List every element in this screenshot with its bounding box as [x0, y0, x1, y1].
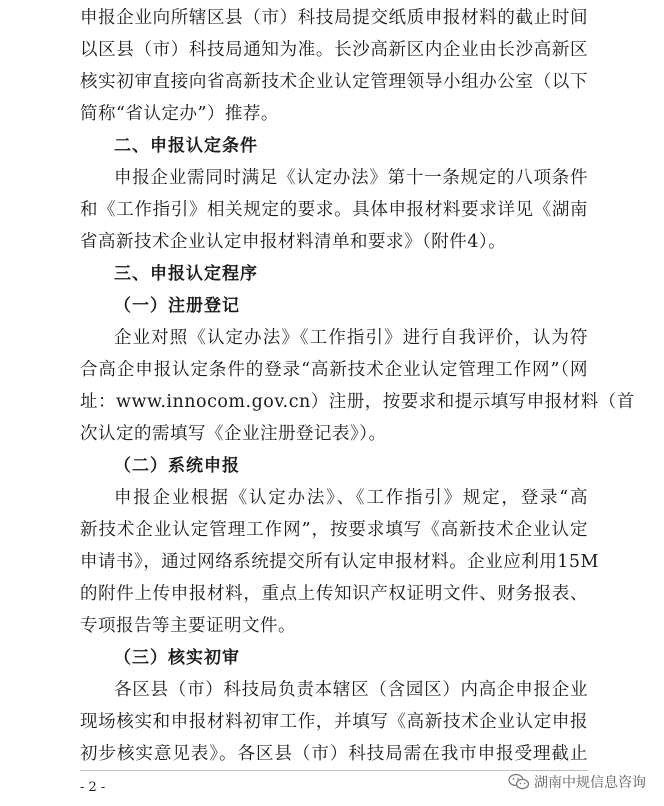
body-line: 省高新技术企业认定申报材料清单和要求》（附件4）。 [80, 232, 507, 252]
body-line: 申报企业需同时满足《认定办法》第十一条规定的八项条件 [114, 168, 588, 188]
body-line: 初步核实意见表》。各区县（市）科技局需在我市申报受理截止 [80, 744, 588, 764]
page-number: - 2 - [80, 780, 106, 795]
body-line: 申请书》，通过网络系统提交所有认定申报材料。企业应利用15M [80, 552, 599, 572]
section-heading: 二、申报认定条件 [114, 136, 258, 156]
subsection-heading: （二）系统申报 [114, 456, 240, 476]
wechat-icon [508, 773, 530, 791]
body-line: 申报企业根据《认定办法》、《工作指引》规定，登录“高 [114, 488, 588, 508]
subsection-heading: （一）注册登记 [114, 296, 240, 316]
body-line: 现场核实和申报材料初审工作，并填写《高新技术企业认定申报 [80, 712, 588, 732]
body-line: 次认定的需填写《企业注册登记表》）。 [80, 424, 387, 444]
body-line: 以区县（市）科技局通知为准。长沙高新区内企业由长沙高新区 [80, 40, 588, 60]
body-line: 合高企申报认定条件的登录“高新技术企业认定管理工作网”（网 [80, 360, 588, 380]
body-line: 各区县（市）科技局负责本辖区（含园区）内高企申报企业 [114, 680, 588, 700]
body-line: 和《工作指引》相关规定的要求。具体申报材料要求详见《湖南 [80, 200, 588, 220]
body-line: 企业对照《认定办法》《工作指引》进行自我评价，认为符 [114, 328, 588, 348]
body-line: 简称“省认定办”）推荐。 [80, 104, 279, 124]
body-line: 的附件上传申报材料，重点上传知识产权证明文件、财务报表、 [80, 584, 588, 604]
body-line: 核实初审直接向省高新技术企业认定管理领导小组办公室（以下 [80, 72, 588, 92]
footer-divider [80, 770, 588, 771]
body-line: 新技术企业认定管理工作网”，按要求填写《高新技术企业认定 [80, 520, 588, 540]
body-line: 址：www.innocom.gov.cn）注册，按要求和提示填写申报材料（首 [80, 392, 635, 412]
watermark [508, 772, 646, 792]
body-line: 申报企业向所辖区县（市）科技局提交纸质申报材料的截止时间 [80, 8, 588, 28]
watermark-text: 湖南中规信息咨询 [534, 775, 646, 791]
subsection-heading: （三）核实初审 [114, 648, 240, 668]
body-line: 专项报告等主要证明文件。 [80, 616, 296, 636]
section-heading: 三、申报认定程序 [114, 264, 258, 284]
